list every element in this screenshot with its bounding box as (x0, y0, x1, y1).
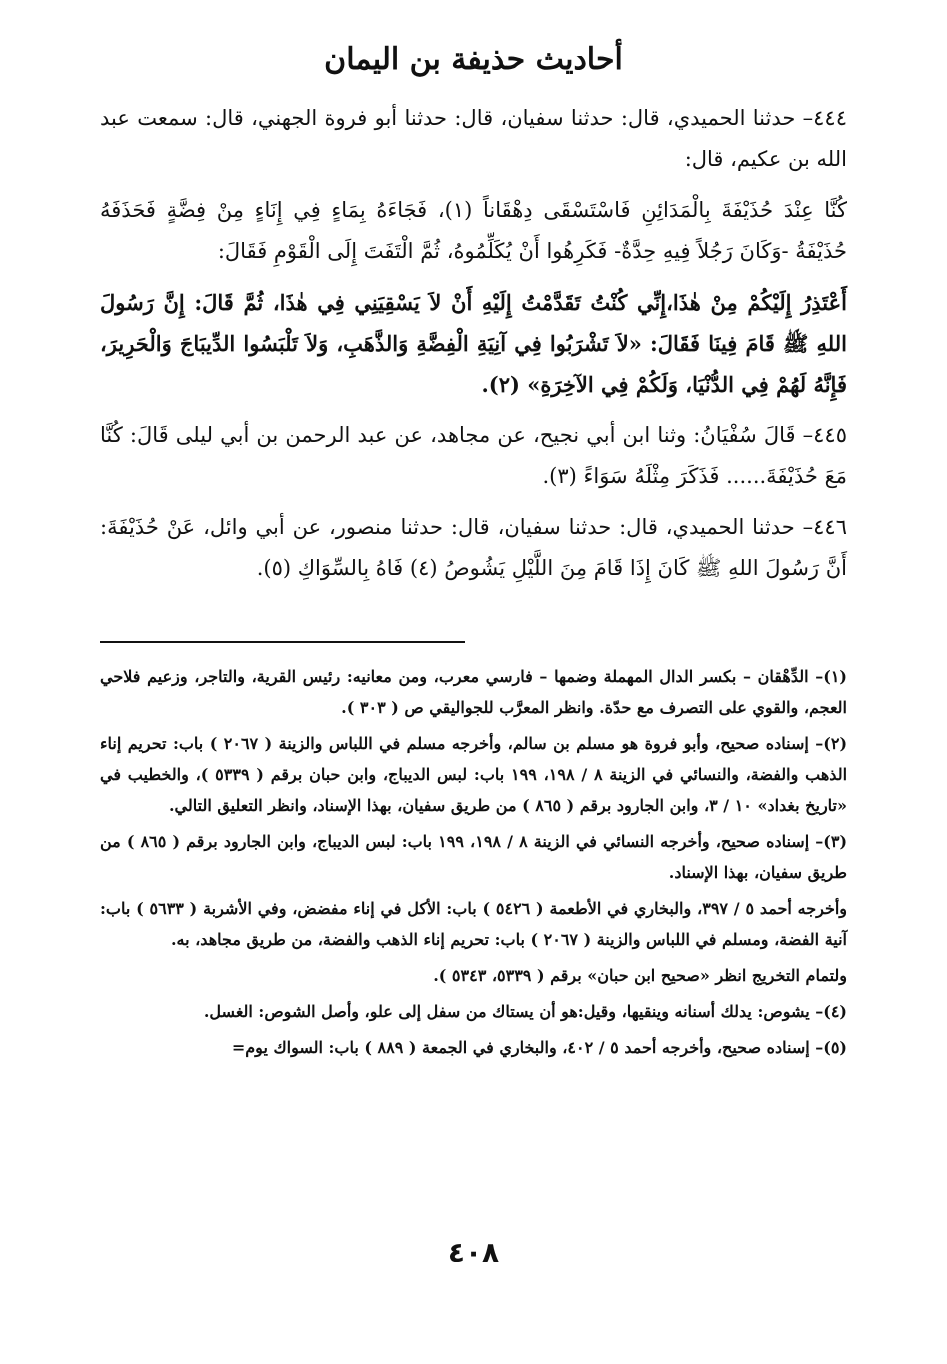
footnote-3-continued: وأخرجه أحمد ٥ / ٣٩٧، والبخاري في الأطعمة ( ٥٤٢٦ ) باب: الأكل في إناء مفضض، وفي الأشربة ( ٥٦٣٣ ) باب: آنية الفضة، ومسلم في اللباس والزينة ( ٢٠٦٧ ) باب: تحريم إناء الذهب والفضة، من طريق مجاهد، به. (100, 899, 848, 949)
hadith-444-quote: أَعْتَذِرُ إِلَيْكُمْ مِنْ هٰذَا،إِنِّي كُنْتُ تَقَدَّمْتُ إِلَيْهِ أَنْ لاَ يَسْقِيَنِي فِي هٰذَا، ثُمَّ قَالَ: إِنَّ رَسُولَ اللهِ ﷺ قَامَ فِينَا فَقَالَ: «لاَ تَشْرَبُوا فِي آنِيَةِ الْفِضَّةِ وَالذَّهَبِ، وَلاَ تَلْبَسُوا الدِّيبَاجَ وَالْحَرِيرَ، فَإِنَّهُ لَهُمْ فِي الدُّنْيَا، وَلَكُمْ فِي الآخِرَةِ» (٢). (100, 290, 847, 397)
footnote-divider (100, 641, 465, 643)
hadith-444-text: كُنَّا عِنْدَ حُذَيْفَةَ بِالْمَدَائِنِ فَاسْتَسْقَى دِهْقَاناً (١)، فَجَاءَهُ بِمَاءٍ فِي إِنَاءٍ مِنْ فِضَّةٍ فَحَذَفَهُ حُذَيْفَةُ -وَكَانَ رَجُلاً فِيهِ حِدَّةٌ- فَكَرِهُوا أَنْ يُكَلِّمُوهُ، ثُمَّ الْتَفَتَ إِلَى الْقَوْمِ فَقَالَ: (100, 198, 847, 263)
page-title: أحاديث حذيفة بن اليمان (324, 42, 623, 77)
footnotes (100, 661, 847, 1063)
footnote-4: (٤)– يشوص: يدلك أسنانه وينقيها، وقيل:هو أن يستاك من سفل إلى علو، وأصل الشوص: الغسل. (203, 1002, 847, 1021)
page-number: ٤٠٨ (447, 1236, 500, 1269)
hadith-body (100, 98, 847, 589)
footnote-2: (٢)– إسناده صحيح، وأبو فروة هو مسلم بن سالم، وأخرجه مسلم في اللباس والزينة ( ٢٠٦٧ ) باب: تحريم إناء الذهب والفضة، والنسائي في الزينة ٨ / ١٩٨، ١٩٩ باب: لبس الديباج، وابن حبان برقم ( ٥٣٣٩ )، والخطيب في «تاريخ بغداد» ١٠ / ٣، وابن الجارود برقم ( ٨٦٥ ) من طريق سفيان، بهذا الإسناد، وانظر التعليق التالي. (100, 734, 848, 815)
hadith-445: ٤٤٥– قَالَ سُفْيَانُ: وثنا ابن أبي نجيح، عن مجاهد، عن عبد الرحمن بن أبي ليلى قَالَ: كُنَّا مَعَ حُذَيْفَةَ...... فَذَكَرَ مِثْلَهُ سَوَاءً (٣). (100, 423, 847, 488)
footnote-1: (١)– الدِّهْقان – بكسر الدال المهملة وضمها – فارسي معرب، ومن معانيه: رئيس القرية، والتاجر، وزعيم فلاحي العجم، والقوي على التصرف مع حدّة. وانظر المعرَّب للجواليقي ص ( ٣٠٣ ). (100, 667, 847, 717)
footnote-3-takhrij: ولتمام التخريج انظر «صحيح ابن حبان» برقم ( ٥٣٣٩، ٥٣٤٣ ). (433, 966, 847, 985)
hadith-444-isnad: ٤٤٤– حدثنا الحميدي، قال: حدثنا سفيان، قال: حدثنا أبو فروة الجهني، قال: سمعت عبد الله بن عكيم، قال: (100, 106, 847, 171)
footnote-5: (٥)– إسناده صحيح، وأخرجه أحمد ٥ / ٤٠٢، والبخاري في الجمعة ( ٨٨٩ ) باب: السواك يوم= (231, 1038, 847, 1057)
footnote-3: (٣)– إسناده صحيح، وأخرجه النسائي في الزينة ٨ / ١٩٨، ١٩٩ باب: لبس الديباج، وابن الجارود برقم ( ٨٦٥ ) من طريق سفيان، بهذا الإسناد. (100, 832, 848, 882)
hadith-446: ٤٤٦– حدثنا الحميدي، قال: حدثنا سفيان، قال: حدثنا منصور، عن أبي وائل، عَنْ حُذَيْفَةَ: أَنَّ رَسُولَ اللهِ ﷺ كَانَ إِذَا قَامَ مِنَ اللَّيْلِ يَشُوصُ (٤) فَاهُ بِالسِّوَاكِ (٥). (100, 515, 847, 580)
